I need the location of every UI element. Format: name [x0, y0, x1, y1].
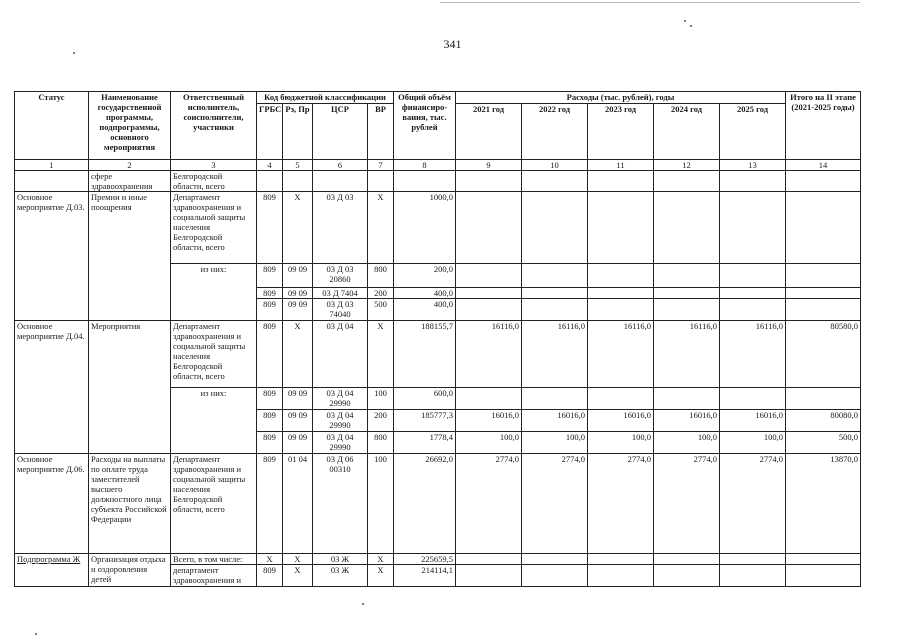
responsible-cell: департамент здравоохранения и — [171, 565, 257, 587]
y2022-cell: 100,0 — [522, 432, 588, 454]
rzpr-cell: 09 09 — [283, 264, 313, 288]
rzpr-cell: 09 09 — [283, 299, 313, 321]
csr-cell: 03 Д 03 20860 — [313, 264, 368, 288]
status-cell: Основное мероприятие Д.06. — [15, 454, 89, 554]
name-cell: Мероприятия — [89, 321, 171, 454]
rzpr-cell: Х — [283, 554, 313, 565]
grbs-cell: 809 — [257, 299, 283, 321]
rzpr-cell: Х — [283, 565, 313, 587]
status-cell — [15, 171, 89, 192]
stage-total-cell: 500,0 — [786, 432, 861, 454]
rzpr-cell: 09 09 — [283, 388, 313, 410]
y2021-cell: 16116,0 — [456, 321, 522, 388]
vr-cell: Х — [368, 192, 394, 264]
header-status: Статус — [15, 92, 89, 160]
csr-cell: 03 Д 04 29990 — [313, 410, 368, 432]
grbs-cell: 809 — [257, 565, 283, 587]
y2022-cell: 16016,0 — [522, 410, 588, 432]
y2022-cell: 16116,0 — [522, 321, 588, 388]
y2025-cell: 16116,0 — [720, 321, 786, 388]
col-number: 12 — [654, 160, 720, 171]
scan-speck — [684, 20, 686, 22]
csr-cell: 03 Д 03 — [313, 192, 368, 264]
header-2022: 2022 год — [522, 104, 588, 160]
vr-cell: Х — [368, 565, 394, 587]
name-cell: сфере здравоохранения — [89, 171, 171, 192]
column-number-row — [15, 160, 861, 171]
y2023-cell — [588, 388, 654, 410]
col-number: 7 — [368, 160, 394, 171]
csr-cell: 03 Ж — [313, 554, 368, 565]
csr-cell: 03 Д 7404 — [313, 288, 368, 299]
y2023-cell: 16016,0 — [588, 410, 654, 432]
total-cell: 225659,5 — [394, 554, 456, 565]
total-cell: 1778,4 — [394, 432, 456, 454]
y2023-cell: 2774,0 — [588, 454, 654, 554]
rzpr-cell: 09 09 — [283, 432, 313, 454]
total-cell: 600,0 — [394, 388, 456, 410]
scan-speck — [690, 25, 692, 27]
rzpr-cell: Х — [283, 321, 313, 388]
total-cell: 26692,0 — [394, 454, 456, 554]
scan-edge-line — [440, 2, 860, 3]
vr-cell: 800 — [368, 432, 394, 454]
total-cell: 188155,7 — [394, 321, 456, 388]
header-2024: 2024 год — [654, 104, 720, 160]
rzpr-cell: 01 04 — [283, 454, 313, 554]
y2021-cell: 2774,0 — [456, 454, 522, 554]
y2024-cell: 2774,0 — [654, 454, 720, 554]
col-number: 11 — [588, 160, 654, 171]
grbs-cell: 809 — [257, 454, 283, 554]
total-cell: 1000,0 — [394, 192, 456, 264]
col-number: 5 — [283, 160, 313, 171]
col-number: 8 — [394, 160, 456, 171]
stage-total-cell — [786, 388, 861, 410]
y2023-cell: 100,0 — [588, 432, 654, 454]
col-number: 3 — [171, 160, 257, 171]
total-cell: 214114,1 — [394, 565, 456, 587]
responsible-cell: Департамент здравоохранения и социальной защиты населения Белгородской области, всего — [171, 454, 257, 554]
grbs-cell: 809 — [257, 192, 283, 264]
status-cell: Основное мероприятие Д.04. — [15, 321, 89, 454]
vr-cell: 500 — [368, 299, 394, 321]
iz-nih-label: из них: — [171, 388, 257, 454]
page-number: 341 — [443, 37, 462, 51]
y2025-cell: 16016,0 — [720, 410, 786, 432]
vr-cell: 100 — [368, 388, 394, 410]
y2021-cell: 16016,0 — [456, 410, 522, 432]
grbs-cell: 809 — [257, 288, 283, 299]
responsible-cell: Департамент здравоохранения и социальной защиты населения Белгородской области, всего — [171, 321, 257, 388]
table-row — [15, 554, 861, 565]
responsible-cell: Всего, в том числе: — [171, 554, 257, 565]
table-row — [15, 321, 861, 388]
y2021-cell: 100,0 — [456, 432, 522, 454]
csr-cell: 03 Д 06 00310 — [313, 454, 368, 554]
vr-cell: 800 — [368, 264, 394, 288]
y2025-cell — [720, 388, 786, 410]
vr-cell: Х — [368, 554, 394, 565]
vr-cell: Х — [368, 321, 394, 388]
scan-speck — [35, 633, 37, 635]
header-responsible: Ответственный исполнитель, соисполнители, участники — [171, 92, 257, 160]
iz-nih-label: из них: — [171, 264, 257, 321]
header-expenses: Расходы (тыс. рублей), годы — [456, 92, 786, 104]
scan-speck — [73, 52, 75, 54]
grbs-cell: Х — [257, 554, 283, 565]
header-stage-total: Итого на II этапе (2021-2025 годы) — [786, 92, 861, 160]
y2024-cell: 100,0 — [654, 432, 720, 454]
y2021-cell — [456, 388, 522, 410]
grbs-cell: 809 — [257, 321, 283, 388]
vr-cell: 200 — [368, 288, 394, 299]
y2025-cell: 2774,0 — [720, 454, 786, 554]
rzpr-cell: Х — [283, 192, 313, 264]
y2025-cell: 100,0 — [720, 432, 786, 454]
csr-cell: 03 Д 03 74040 — [313, 299, 368, 321]
col-number: 9 — [456, 160, 522, 171]
name-cell: Премии и иные поощрения — [89, 192, 171, 321]
csr-cell: 03 Д 04 29990 — [313, 432, 368, 454]
status-cell: Основное мероприятие Д.03. — [15, 192, 89, 321]
stage-total-cell: 80080,0 — [786, 410, 861, 432]
responsible-cell: Белгородской области, всего — [171, 171, 257, 192]
col-number: 13 — [720, 160, 786, 171]
vr-cell: 200 — [368, 410, 394, 432]
header-kbk: Код бюджетной классификации — [257, 92, 394, 104]
header-2023: 2023 год — [588, 104, 654, 160]
header-name: Наименование государственной программы, подпрограммы, основного мероприятия — [89, 92, 171, 160]
col-number: 6 — [313, 160, 368, 171]
header-rzpr: Рз, Пр — [283, 104, 313, 160]
budget-table — [14, 91, 861, 587]
stage-total-cell: 80580,0 — [786, 321, 861, 388]
total-cell: 185777,3 — [394, 410, 456, 432]
name-cell: Расходы на выплаты по оплате труда заместителей высшего должностного лица субъекта Российской Федерации — [89, 454, 171, 554]
table-row — [15, 171, 861, 192]
table-row — [15, 454, 861, 554]
col-number: 1 — [15, 160, 89, 171]
col-number: 10 — [522, 160, 588, 171]
header-2025: 2025 год — [720, 104, 786, 160]
y2023-cell: 16116,0 — [588, 321, 654, 388]
scan-speck — [362, 603, 364, 605]
header-2021: 2021 год — [456, 104, 522, 160]
name-cell: Организация отдыха и оздоровления детей — [89, 554, 171, 587]
total-cell: 400,0 — [394, 288, 456, 299]
y2024-cell: 16016,0 — [654, 410, 720, 432]
grbs-cell: 809 — [257, 388, 283, 410]
csr-cell: 03 Ж — [313, 565, 368, 587]
grbs-cell: 809 — [257, 264, 283, 288]
col-number: 14 — [786, 160, 861, 171]
col-number: 2 — [89, 160, 171, 171]
grbs-cell: 809 — [257, 432, 283, 454]
responsible-cell: Департамент здравоохранения и социальной защиты населения Белгородской области, всего — [171, 192, 257, 264]
status-cell: Подпрограмма Ж — [15, 554, 89, 587]
y2024-cell: 16116,0 — [654, 321, 720, 388]
table-row — [15, 192, 861, 264]
total-cell: 200,0 — [394, 264, 456, 288]
y2022-cell — [522, 388, 588, 410]
vr-cell: 100 — [368, 454, 394, 554]
col-number: 4 — [257, 160, 283, 171]
header-grbs: ГРБС — [257, 104, 283, 160]
y2024-cell — [654, 388, 720, 410]
csr-cell: 03 Д 04 29990 — [313, 388, 368, 410]
total-cell: 400,0 — [394, 299, 456, 321]
y2022-cell: 2774,0 — [522, 454, 588, 554]
csr-cell: 03 Д 04 — [313, 321, 368, 388]
rzpr-cell: 09 09 — [283, 288, 313, 299]
stage-total-cell: 13870,0 — [786, 454, 861, 554]
header-vr: ВР — [368, 104, 394, 160]
grbs-cell: 809 — [257, 410, 283, 432]
header-total: Общий объём финансиро-вания, тыс. рублей — [394, 92, 456, 160]
header-csr: ЦСР — [313, 104, 368, 160]
rzpr-cell: 09 09 — [283, 410, 313, 432]
